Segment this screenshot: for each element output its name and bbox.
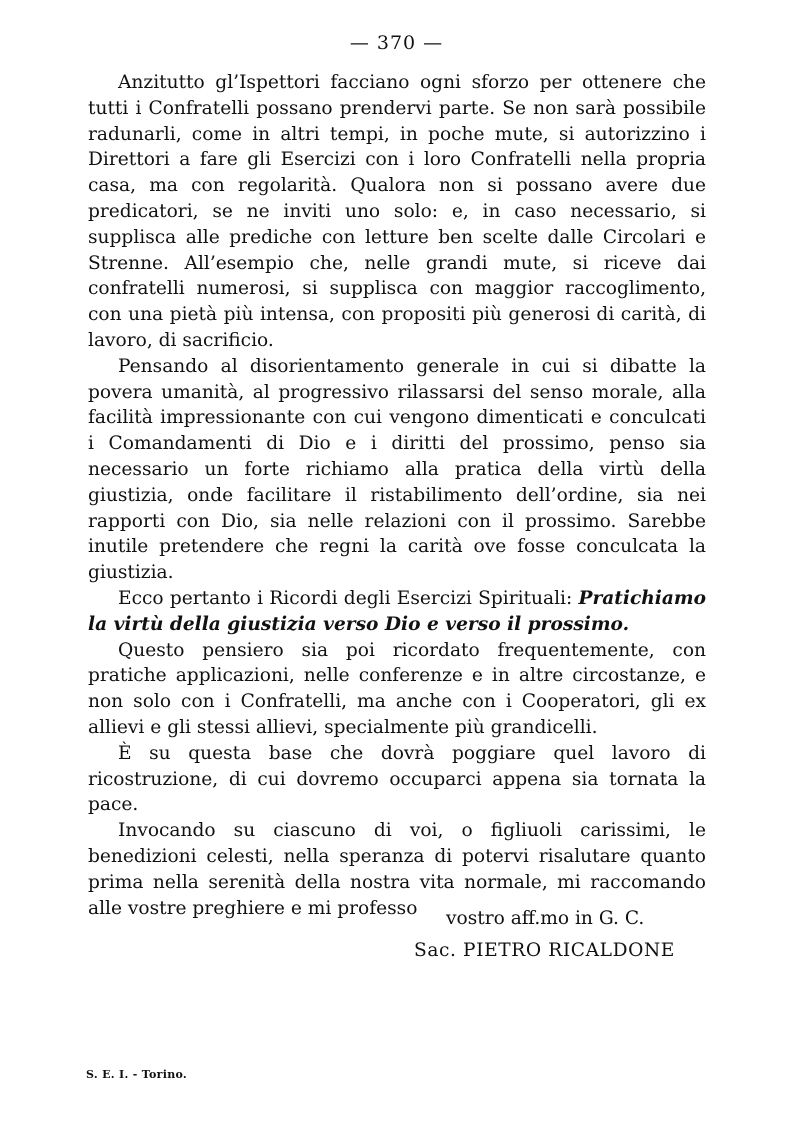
paragraph-ricordi (88, 586, 706, 638)
paragraph-ispettori: Anzitutto gl’Ispettori facciano ogni sforzo per ottenere che tutti i Confratelli possano prendervi parte. Se non sarà possibile radunarli, come in altri tempi, in poche mute, si autorizzino i Direttori a fare gli Esercizi con i loro Confratelli nella propria casa, ma con regolarità. Qualora non si possano avere due predicatori, se ne inviti uno solo: e, in caso necessario, si supplisca alle prediche con letture ben scelte dalle Circolari e Strenne. All’esempio che, nelle grandi mute, si riceve dai confratelli numerosi, si supplisca con maggior raccoglimento, con una pietà più intensa, con propositi più generosi di carità, di lavoro, di sacrificio. (88, 72, 706, 351)
signature: Sac. PIETRO RICALDONE (414, 940, 675, 961)
page-number: — 370 — (349, 32, 444, 54)
paragraph-giustizia: Pensando al disorientamento generale in cui si dibatte la povera umanità, al progressivo rilassarsi del senso morale, alla facilità impressionante con cui vengono dimenticati e conculcati i Comandamenti di Dio e i diritti del prossimo, penso sia necessario un forte richiamo alla pratica della virtù della giustizia, onde facilitare il ristabilimento dell’ordine, sia nei rapporti con Dio, sia nelle relazioni con il prossimo. Sarebbe inutile pretendere che regni la carità ove fosse conculcata la giustizia. (88, 355, 706, 584)
ricordi-intro: Ecco pertanto i Ricordi degli Esercizi Spirituali: (118, 587, 579, 609)
printer-imprint: S. E. I. - Torino. (86, 1068, 188, 1081)
ricordi-motto: Pratichiamo la virtù della giustizia verso Dio e verso il prossimo. (88, 587, 706, 635)
letter-body (88, 70, 706, 921)
paragraph-benedizioni: Invocando su ciascuno di voi, o figliuoli carissimi, le benedizioni celesti, nella speranza di potervi risalutare quanto prima nella serenità della nostra vita normale, mi raccomando alle vostre preghiere e mi professo (88, 820, 706, 919)
paragraph-pensiero: Questo pensiero sia poi ricordato frequentemente, con pratiche applicazioni, nelle conferenze e in altre circostanze, e non solo con i Confratelli, ma anche con i Cooperatori, gli ex allievi e gli stessi allievi, specialmente più grandicelli. (88, 639, 706, 738)
paragraph-ricostruzione: È su questa base che dovrà poggiare quel lavoro di ricostruzione, di cui dovremo occuparci appena sia tornata la pace. (88, 742, 706, 816)
closing-formula: vostro aff.mo in G. C. (446, 908, 645, 929)
